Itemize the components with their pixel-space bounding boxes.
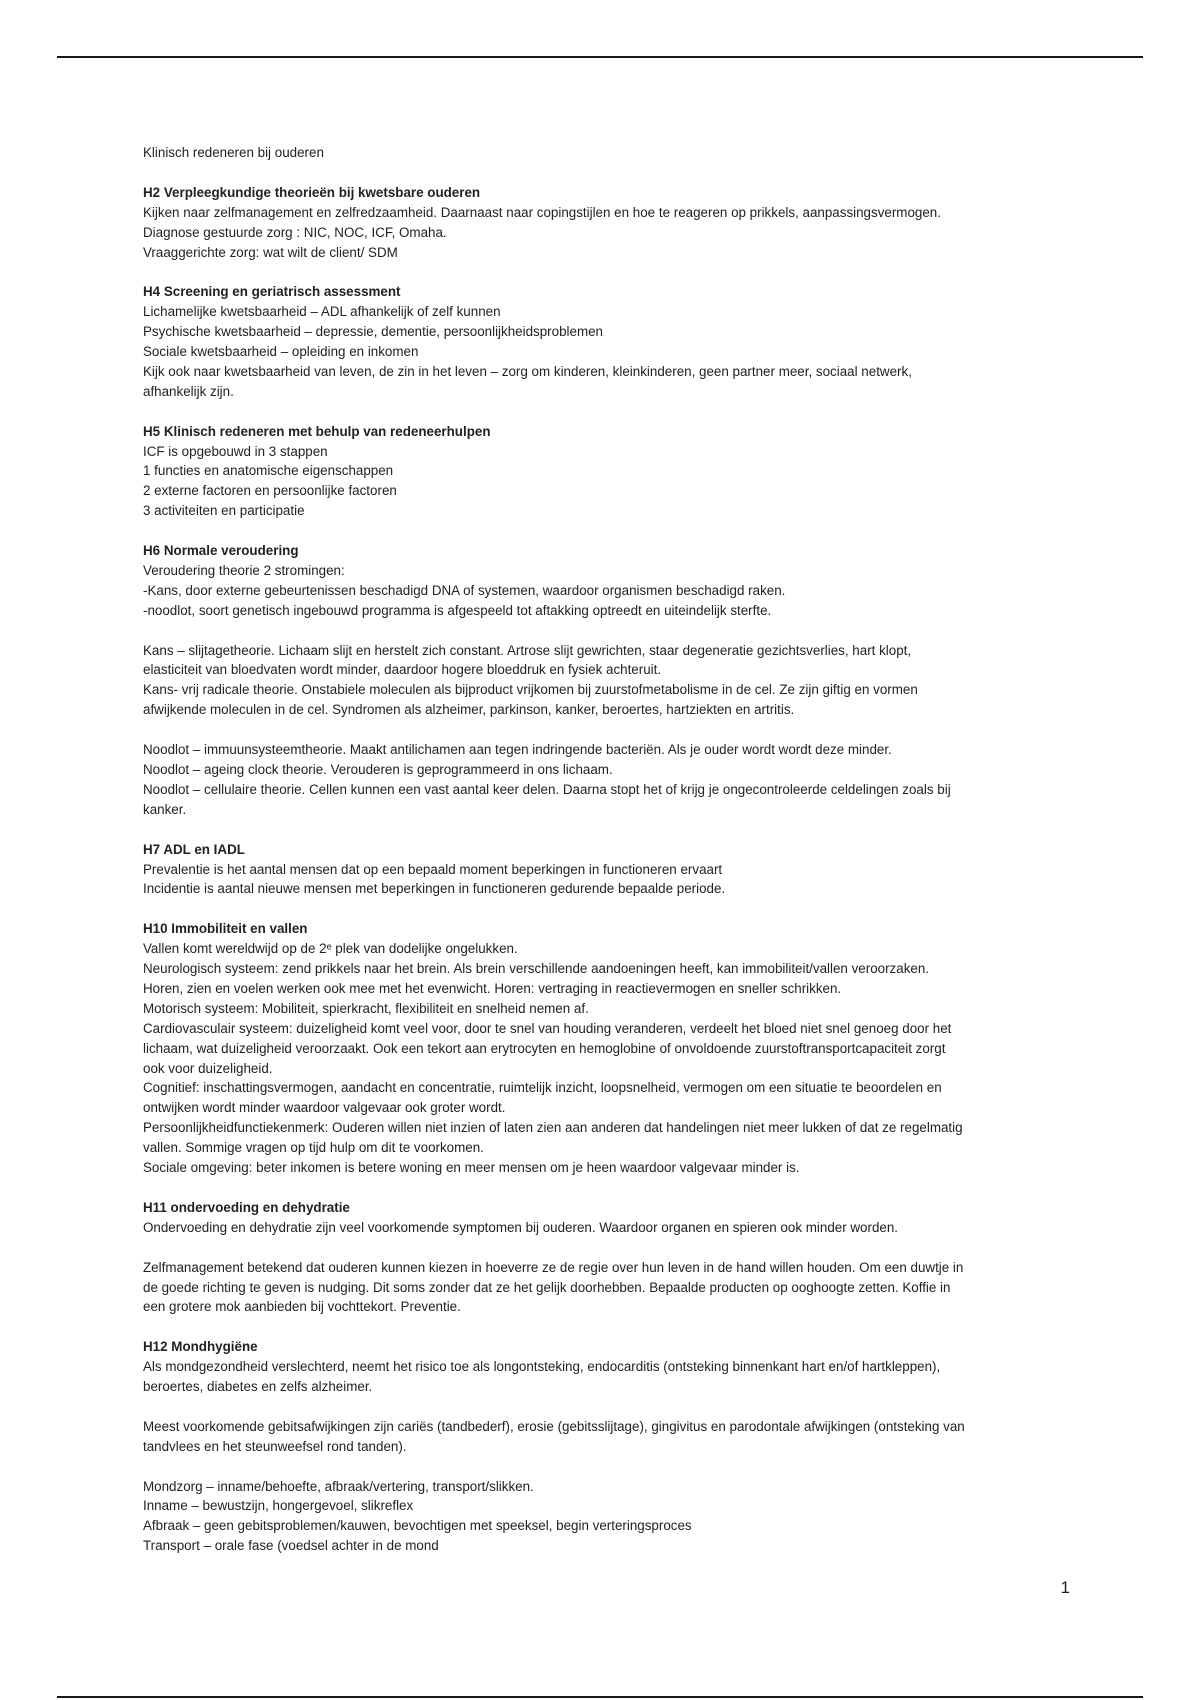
spacer <box>143 1457 1063 1477</box>
text-line: Incidentie is aantal nieuwe mensen met beperkingen in functioneren gedurende bepaalde periode. <box>143 881 726 897</box>
section-heading: H11 ondervoeding en dehydratie <box>143 1199 350 1215</box>
text-line: 3 activiteiten en participatie <box>143 503 305 519</box>
text-line: Kans- vrij radicale theorie. Onstabiele moleculen als bijproduct vrijkomen bij zuurstofmetabolisme in de cel. Ze zijn giftig en vormen <box>143 682 918 698</box>
text-line: Transport – orale fase (voedsel achter in de mond <box>143 1538 439 1554</box>
page-number: 1 <box>1060 1578 1070 1597</box>
text-line: Afbraak – geen gebitsproblemen/kauwen, bevochtigen met speeksel, begin verteringsproces <box>143 1518 692 1534</box>
spacer <box>143 521 1063 541</box>
section <box>143 1198 1063 1337</box>
text-line: Meest voorkomende gebitsafwijkingen zijn cariës (tandbederf), erosie (gebitsslijtage), gingivitus en parodontale afwijkingen (ontsteking van <box>143 1418 965 1434</box>
text-line: Als mondgezondheid verslechterd, neemt het risico toe als longontsteking, endocarditis (ontsteking binnenkant hart en/of hartkleppen), <box>143 1359 941 1375</box>
spacer <box>143 720 1063 740</box>
text-line: ICF is opgebouwd in 3 stappen <box>143 443 328 459</box>
text-line: Noodlot – immuunsysteemtheorie. Maakt antilichamen aan tegen indringende bacteriën. Als je ouder wordt wordt deze minder. <box>143 742 892 758</box>
text-line: Inname – bewustzijn, hongergevoel, slikreflex <box>143 1498 414 1514</box>
spacer <box>143 1178 1063 1198</box>
text-line: Prevalentie is het aantal mensen dat op een bepaald moment beperkingen in functioneren ervaart <box>143 861 723 877</box>
sections <box>143 183 1063 1556</box>
text-line: -Kans, door externe gebeurtenissen beschadigd DNA of systemen, waardoor organismen beschadigd raken. <box>143 582 786 598</box>
section-heading: H7 ADL en IADL <box>143 841 245 857</box>
text-line: Persoonlijkheidfunctiekenmerk: Ouderen willen niet inzien of laten zien aan anderen dat handelingen niet meer lukken of dat ze regelmatig <box>143 1120 963 1136</box>
header-rule <box>57 56 1143 58</box>
text-line: Lichamelijke kwetsbaarheid – ADL afhankelijk of zelf kunnen <box>143 304 501 320</box>
text-line: elasticiteit van bloedvaten wordt minder, daardoor hogere bloeddruk en fysiek achteruit. <box>143 662 662 678</box>
text-line: lichaam, wat duizeligheid veroorzaakt. Ook een tekort aan erytrocyten en hemoglobine of onvoldoende zuurstoftransportcapaciteit zorgt <box>143 1040 946 1056</box>
text-line: Kijk ook naar kwetsbaarheid van leven, de zin in het leven – zorg om kinderen, kleinkinderen, geen partner meer, sociaal netwerk, <box>143 363 912 379</box>
text-line: Vallen komt wereldwijd op de 2ᵉ plek van dodelijke ongelukken. <box>143 941 518 957</box>
footer-rule <box>57 1696 1143 1698</box>
section <box>143 541 1063 840</box>
section <box>143 1337 1063 1556</box>
spacer <box>143 899 1063 919</box>
text-line: Horen, zien en voelen werken ook mee met het evenwicht. Horen: vertraging in reactievermogen en sneller schrikken. <box>143 980 842 996</box>
text-line: de goede richting te geven is nudging. Dit soms zonder dat ze het gelijk doorhebben. Bepaalde producten op ooghoogte zetten. Koffie in <box>143 1279 951 1295</box>
text-line: beroertes, diabetes en zelfs alzheimer. <box>143 1379 373 1395</box>
section-heading: H4 Screening en geriatrisch assessment <box>143 284 401 300</box>
section-heading: H10 Immobiliteit en vallen <box>143 921 308 937</box>
text-line: kanker. <box>143 801 187 817</box>
text-line: Diagnose gestuurde zorg : NIC, NOC, ICF, Omaha. <box>143 224 447 240</box>
text-line: Ondervoeding en dehydratie zijn veel voorkomende symptomen bij ouderen. Waardoor organen en spieren ook minder worden. <box>143 1219 899 1235</box>
text-line: Cognitief: inschattingsvermogen, aandacht en concentratie, ruimtelijk inzicht, loopsnelheid, vermogen om een situatie te beoordelen en <box>143 1080 942 1096</box>
text-line: 2 externe factoren en persoonlijke factoren <box>143 483 397 499</box>
text-line: ook voor duizeligheid. <box>143 1060 273 1076</box>
section-heading: H2 Verpleegkundige theorieën bij kwetsbare ouderen <box>143 184 481 200</box>
text-line: een grotere mok aanbieden bij vochttekort. Preventie. <box>143 1299 461 1315</box>
text-line: -noodlot, soort genetisch ingebouwd programma is afgespeeld tot aftakking optreedt en uiteindelijk sterfte. <box>143 602 772 618</box>
section <box>143 183 1063 283</box>
text-line: Neurologisch systeem: zend prikkels naar het brein. Als brein verschillende aandoeningen heeft, kan immobiliteit/vallen veroorzaken. <box>143 961 930 977</box>
section-heading: H5 Klinisch redeneren met behulp van redeneerhulpen <box>143 423 491 439</box>
spacer <box>143 621 1063 641</box>
text-line: afwijkende moleculen in de cel. Syndromen als alzheimer, parkinson, kanker, beroertes, hartziekten en artritis. <box>143 702 795 718</box>
section <box>143 840 1063 920</box>
text-line: afhankelijk zijn. <box>143 383 234 399</box>
text-line: Zelfmanagement betekend dat ouderen kunnen kiezen in hoeverre ze de regie over hun leven in de hand willen houden. Om een duwtje in <box>143 1259 964 1275</box>
text-line: Psychische kwetsbaarheid – depressie, dementie, persoonlijkheidsproblemen <box>143 324 604 340</box>
text-line: Cardiovasculair systeem: duizeligheid komt veel voor, door te snel van houding veranderen, verdeelt het bloed niet snel genoeg door het <box>143 1020 952 1036</box>
section <box>143 422 1063 541</box>
section <box>143 282 1063 421</box>
spacer <box>143 1238 1063 1258</box>
text-line: Noodlot – ageing clock theorie. Verouderen is geprogrammeerd in ons lichaam. <box>143 762 613 777</box>
text-line: Sociale omgeving: beter inkomen is betere woning en meer mensen om je heen waardoor valgevaar minder is. <box>143 1160 800 1176</box>
text-line: Kijken naar zelfmanagement en zelfredzaamheid. Daarnaast naar copingstijlen en hoe te reageren op prikkels, aanpassingsvermogen. <box>143 204 941 220</box>
section-heading: H12 Mondhygiëne <box>143 1339 258 1355</box>
text-line: vallen. Sommige vragen op tijd hulp om dit te voorkomen. <box>143 1140 484 1156</box>
text-line: Motorisch systeem: Mobiliteit, spierkracht, flexibiliteit en snelheid nemen af. <box>143 1000 589 1016</box>
text-line: Mondzorg – inname/behoefte, afbraak/vertering, transport/slikken. <box>143 1478 534 1494</box>
section <box>143 919 1063 1198</box>
text-line: Veroudering theorie 2 stromingen: <box>143 562 345 578</box>
spacer <box>143 262 1063 282</box>
spacer <box>143 402 1063 422</box>
text-line: tandvlees en het steunweefsel rond tanden). <box>143 1438 407 1454</box>
document-title: Klinisch redeneren bij ouderen <box>143 145 324 160</box>
spacer <box>143 163 1063 183</box>
text-line: Vraaggerichte zorg: wat wilt de client/ SDM <box>143 244 398 260</box>
text-line: 1 functies en anatomische eigenschappen <box>143 463 394 479</box>
spacer <box>143 1397 1063 1417</box>
section-heading: H6 Normale veroudering <box>143 543 299 559</box>
text-line: ontwijken wordt minder waardoor valgevaar ook groter wordt. <box>143 1100 506 1116</box>
text-line: Kans – slijtagetheorie. Lichaam slijt en herstelt zich constant. Artrose slijt gewrichten, staar degeneratie gezichtsverlies, hart klopt, <box>143 642 912 658</box>
spacer <box>143 820 1063 840</box>
spacer <box>143 1317 1063 1337</box>
text-line: Noodlot – cellulaire theorie. Cellen kunnen een vast aantal keer delen. Daarna stopt het of krijg je ongecontroleerde celdelingen zoals bij <box>143 781 951 797</box>
document-body <box>143 143 1063 1556</box>
text-line: Sociale kwetsbaarheid – opleiding en inkomen <box>143 344 419 360</box>
